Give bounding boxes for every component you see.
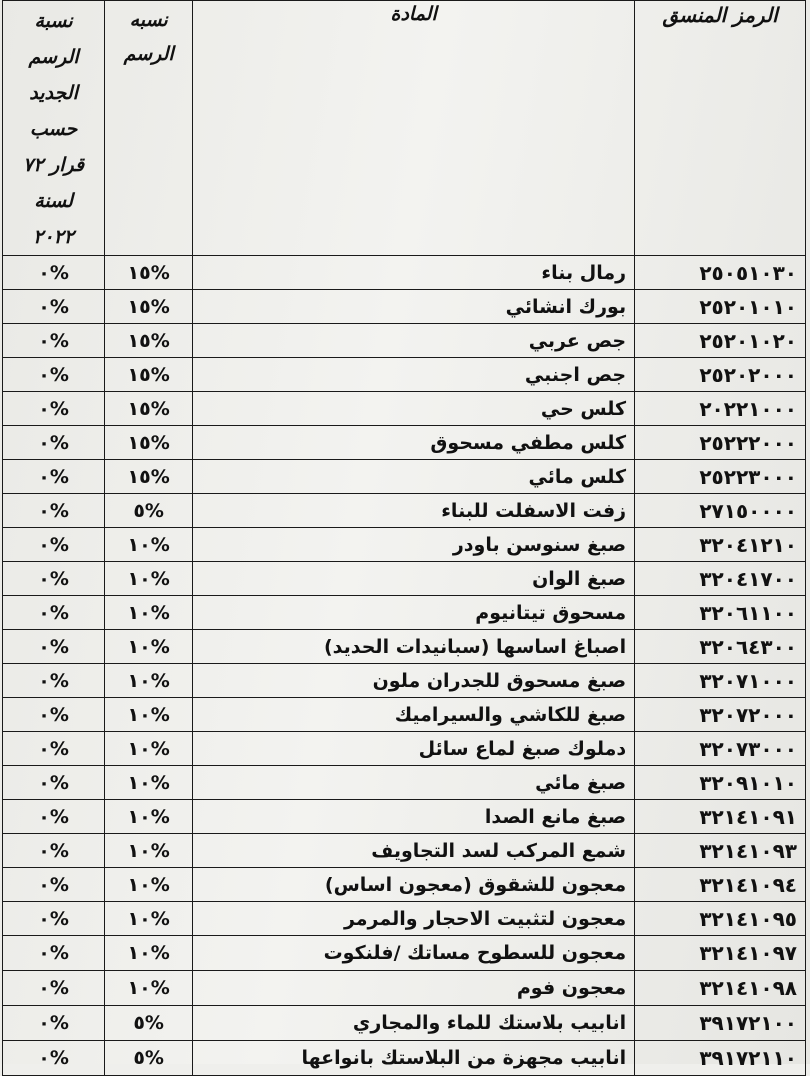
code-cell: ٢٥٢٠١٠٢٠ <box>635 324 806 358</box>
rate-cell: %١٠ <box>105 562 193 596</box>
rate-cell: %١٥ <box>105 290 193 324</box>
material-cell: معجون للشقوق (معجون اساس) <box>193 868 635 902</box>
header-material: المادة <box>193 1 635 256</box>
rate-cell: %١٠ <box>105 902 193 936</box>
code-cell: ٢٥٠٥١٠٣٠ <box>635 256 806 290</box>
table-row <box>3 834 806 868</box>
material-cell: مسحوق تيتانيوم <box>193 596 635 630</box>
rate-cell: %١٥ <box>105 392 193 426</box>
code-cell: ٢٧١٥٠٠٠٠ <box>635 494 806 528</box>
code-cell: ٣٢٠٤١٧٠٠ <box>635 562 806 596</box>
code-cell: ٣٢٠٦٤٣٠٠ <box>635 630 806 664</box>
new-rate-cell: %٠ <box>3 630 105 664</box>
table-row <box>3 494 806 528</box>
table-body <box>3 256 806 1076</box>
code-cell: ٣٢١٤١٠٩١ <box>635 800 806 834</box>
code-cell: ٣٢١٤١٠٩٣ <box>635 834 806 868</box>
material-cell: رمال بناء <box>193 256 635 290</box>
material-cell: انابيب مجهزة من البلاستك بانواعها <box>193 1041 635 1076</box>
material-cell: شمع المركب لسد التجاويف <box>193 834 635 868</box>
code-cell: ٢٥٢٠١٠١٠ <box>635 290 806 324</box>
code-cell: ٣٢١٤١٠٩٧ <box>635 936 806 971</box>
table-row <box>3 868 806 902</box>
code-cell: ٣٢١٤١٠٩٤ <box>635 868 806 902</box>
code-cell: ٣٢٠٦١١٠٠ <box>635 596 806 630</box>
rate-cell: %١٠ <box>105 834 193 868</box>
material-cell: جص اجنبي <box>193 358 635 392</box>
new-rate-cell: %٠ <box>3 902 105 936</box>
code-cell: ٢٥٢٠٢٠٠٠ <box>635 358 806 392</box>
new-rate-cell: %٠ <box>3 426 105 460</box>
material-cell: معجون فوم <box>193 971 635 1006</box>
table-row <box>3 562 806 596</box>
table-row <box>3 800 806 834</box>
new-rate-cell: %٠ <box>3 971 105 1006</box>
header-code: الرمز المنسق <box>635 1 806 256</box>
code-cell: ٣٢٠٧٣٠٠٠ <box>635 732 806 766</box>
table-row <box>3 630 806 664</box>
code-cell: ٢٠٢٢١٠٠٠ <box>635 392 806 426</box>
rate-cell: %١٥ <box>105 324 193 358</box>
new-rate-cell: %٠ <box>3 392 105 426</box>
table-row <box>3 358 806 392</box>
new-rate-cell: %٠ <box>3 256 105 290</box>
material-cell: زفت الاسفلت للبناء <box>193 494 635 528</box>
rate-cell: %١٠ <box>105 766 193 800</box>
table-row <box>3 290 806 324</box>
material-cell: صبغ مسحوق للجدران ملون <box>193 664 635 698</box>
code-cell: ٣٢١٤١٠٩٥ <box>635 902 806 936</box>
new-rate-cell: %٠ <box>3 1006 105 1041</box>
code-cell: ٣٢١٤١٠٩٨ <box>635 971 806 1006</box>
new-rate-cell: %٠ <box>3 664 105 698</box>
rate-cell: %١٥ <box>105 256 193 290</box>
table-row <box>3 1006 806 1041</box>
material-cell: كلس مطفي مسحوق <box>193 426 635 460</box>
material-cell: كلس حي <box>193 392 635 426</box>
header-row <box>3 1 806 256</box>
rate-cell: %١٠ <box>105 971 193 1006</box>
rate-cell: %٥ <box>105 494 193 528</box>
rate-cell: %١٥ <box>105 460 193 494</box>
new-rate-cell: %٠ <box>3 562 105 596</box>
tariff-table <box>2 0 806 1076</box>
rate-cell: %١٠ <box>105 630 193 664</box>
rate-cell: %١٠ <box>105 732 193 766</box>
new-rate-cell: %٠ <box>3 936 105 971</box>
material-cell: صبغ الوان <box>193 562 635 596</box>
table-row <box>3 971 806 1006</box>
material-cell: معجون للسطوح مساتك /فلنكوت <box>193 936 635 971</box>
new-rate-cell: %٠ <box>3 868 105 902</box>
rate-cell: %١٥ <box>105 358 193 392</box>
rate-cell: %١٠ <box>105 664 193 698</box>
code-cell: ٢٥٢٢٢٠٠٠ <box>635 426 806 460</box>
new-rate-cell: %٠ <box>3 800 105 834</box>
table-row <box>3 256 806 290</box>
table-row <box>3 528 806 562</box>
new-rate-cell: %٠ <box>3 596 105 630</box>
table-row <box>3 664 806 698</box>
material-cell: صبغ مانع الصدا <box>193 800 635 834</box>
new-rate-cell: %٠ <box>3 494 105 528</box>
table-row <box>3 460 806 494</box>
table-row <box>3 596 806 630</box>
header-rate: نسبه الرسم <box>105 1 193 256</box>
material-cell: دملوك صبغ لماع سائل <box>193 732 635 766</box>
code-cell: ٣٢٠٩١٠١٠ <box>635 766 806 800</box>
rate-cell: %١٠ <box>105 936 193 971</box>
new-rate-cell: %٠ <box>3 732 105 766</box>
material-cell: صبغ سنوسن باودر <box>193 528 635 562</box>
material-cell: صبغ مائي <box>193 766 635 800</box>
rate-cell: %٥ <box>105 1006 193 1041</box>
table-row <box>3 902 806 936</box>
new-rate-cell: %٠ <box>3 528 105 562</box>
new-rate-cell: %٠ <box>3 698 105 732</box>
new-rate-cell: %٠ <box>3 358 105 392</box>
header-new-rate: نسبة الرسم الجديد حسب قرار ٧٢ لسنة ٢٠٢٢ <box>3 1 105 256</box>
rate-cell: %١٠ <box>105 596 193 630</box>
new-rate-cell: %٠ <box>3 1041 105 1076</box>
table-row <box>3 766 806 800</box>
table-row <box>3 698 806 732</box>
rate-cell: %١٠ <box>105 528 193 562</box>
material-cell: جص عربي <box>193 324 635 358</box>
rate-cell: %١٥ <box>105 426 193 460</box>
table-row <box>3 732 806 766</box>
table-row <box>3 324 806 358</box>
new-rate-cell: %٠ <box>3 324 105 358</box>
code-cell: ٣٩١٧٢١٠٠ <box>635 1006 806 1041</box>
new-rate-cell: %٠ <box>3 834 105 868</box>
material-cell: صبغ للكاشي والسيراميك <box>193 698 635 732</box>
rate-cell: %٥ <box>105 1041 193 1076</box>
rate-cell: %١٠ <box>105 800 193 834</box>
rate-cell: %١٠ <box>105 698 193 732</box>
code-cell: ٣٢٠٧٢٠٠٠ <box>635 698 806 732</box>
table-row <box>3 392 806 426</box>
material-cell: معجون لتثبيت الاحجار والمرمر <box>193 902 635 936</box>
table-row <box>3 936 806 971</box>
code-cell: ٣٢٠٧١٠٠٠ <box>635 664 806 698</box>
code-cell: ٣٢٠٤١٢١٠ <box>635 528 806 562</box>
material-cell: بورك انشائي <box>193 290 635 324</box>
code-cell: ٢٥٢٢٣٠٠٠ <box>635 460 806 494</box>
new-rate-cell: %٠ <box>3 460 105 494</box>
material-cell: اصباغ اساسها (سبانيدات الحديد) <box>193 630 635 664</box>
material-cell: انابيب بلاستك للماء والمجاري <box>193 1006 635 1041</box>
new-rate-cell: %٠ <box>3 766 105 800</box>
table-row <box>3 426 806 460</box>
rate-cell: %١٠ <box>105 868 193 902</box>
material-cell: كلس مائي <box>193 460 635 494</box>
table-row <box>3 1041 806 1076</box>
code-cell: ٣٩١٧٢١١٠ <box>635 1041 806 1076</box>
new-rate-cell: %٠ <box>3 290 105 324</box>
